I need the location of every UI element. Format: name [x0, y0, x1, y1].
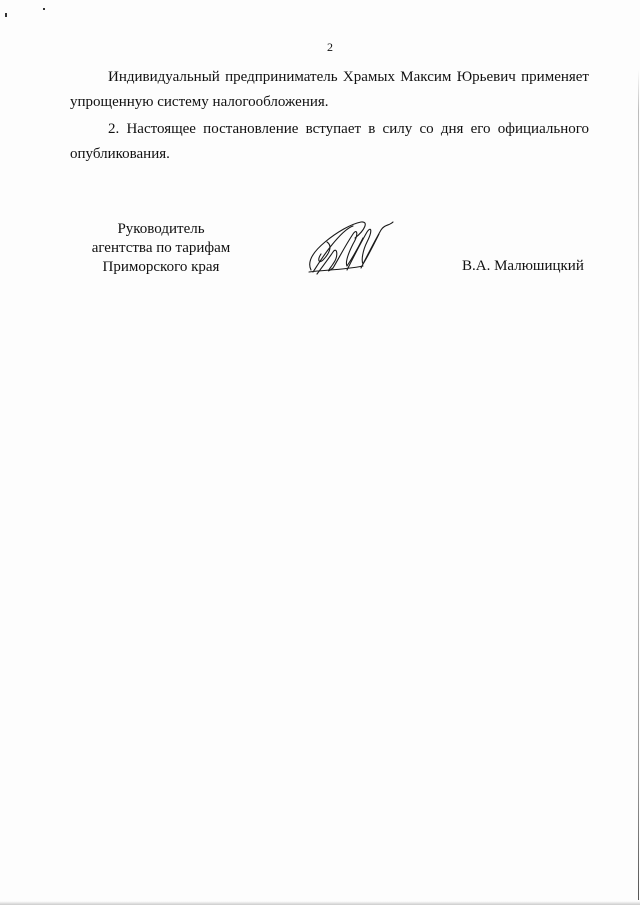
paragraph-2	[70, 117, 589, 167]
signer-name: В.А. Малюшицкий	[462, 258, 584, 274]
handwritten-signature	[303, 212, 395, 278]
scan-bottom-edge	[0, 901, 640, 905]
scan-edge-line	[638, 70, 639, 900]
paragraph-1	[70, 65, 589, 115]
scan-speck	[5, 13, 7, 17]
paragraph-2-line-2: опубликования.	[70, 146, 170, 162]
paragraph-1-line-1: Индивидуальный предприниматель Храмых Максим Юрьевич применяет	[108, 69, 589, 85]
signatory-title-line-1: Руководитель	[117, 221, 205, 237]
signatory-title-line-3: Приморского края	[102, 259, 220, 275]
signatory-title-line-2: агентства по тарифам	[91, 240, 231, 256]
scan-speck	[43, 8, 45, 10]
signatory-title	[66, 220, 256, 277]
page-number: 2	[327, 40, 333, 54]
paragraph-1-line-2: упрощенную систему налогообложения.	[70, 94, 329, 110]
paragraph-2-line-1: 2. Настоящее постановление вступает в силу со дня его официального	[108, 121, 589, 137]
